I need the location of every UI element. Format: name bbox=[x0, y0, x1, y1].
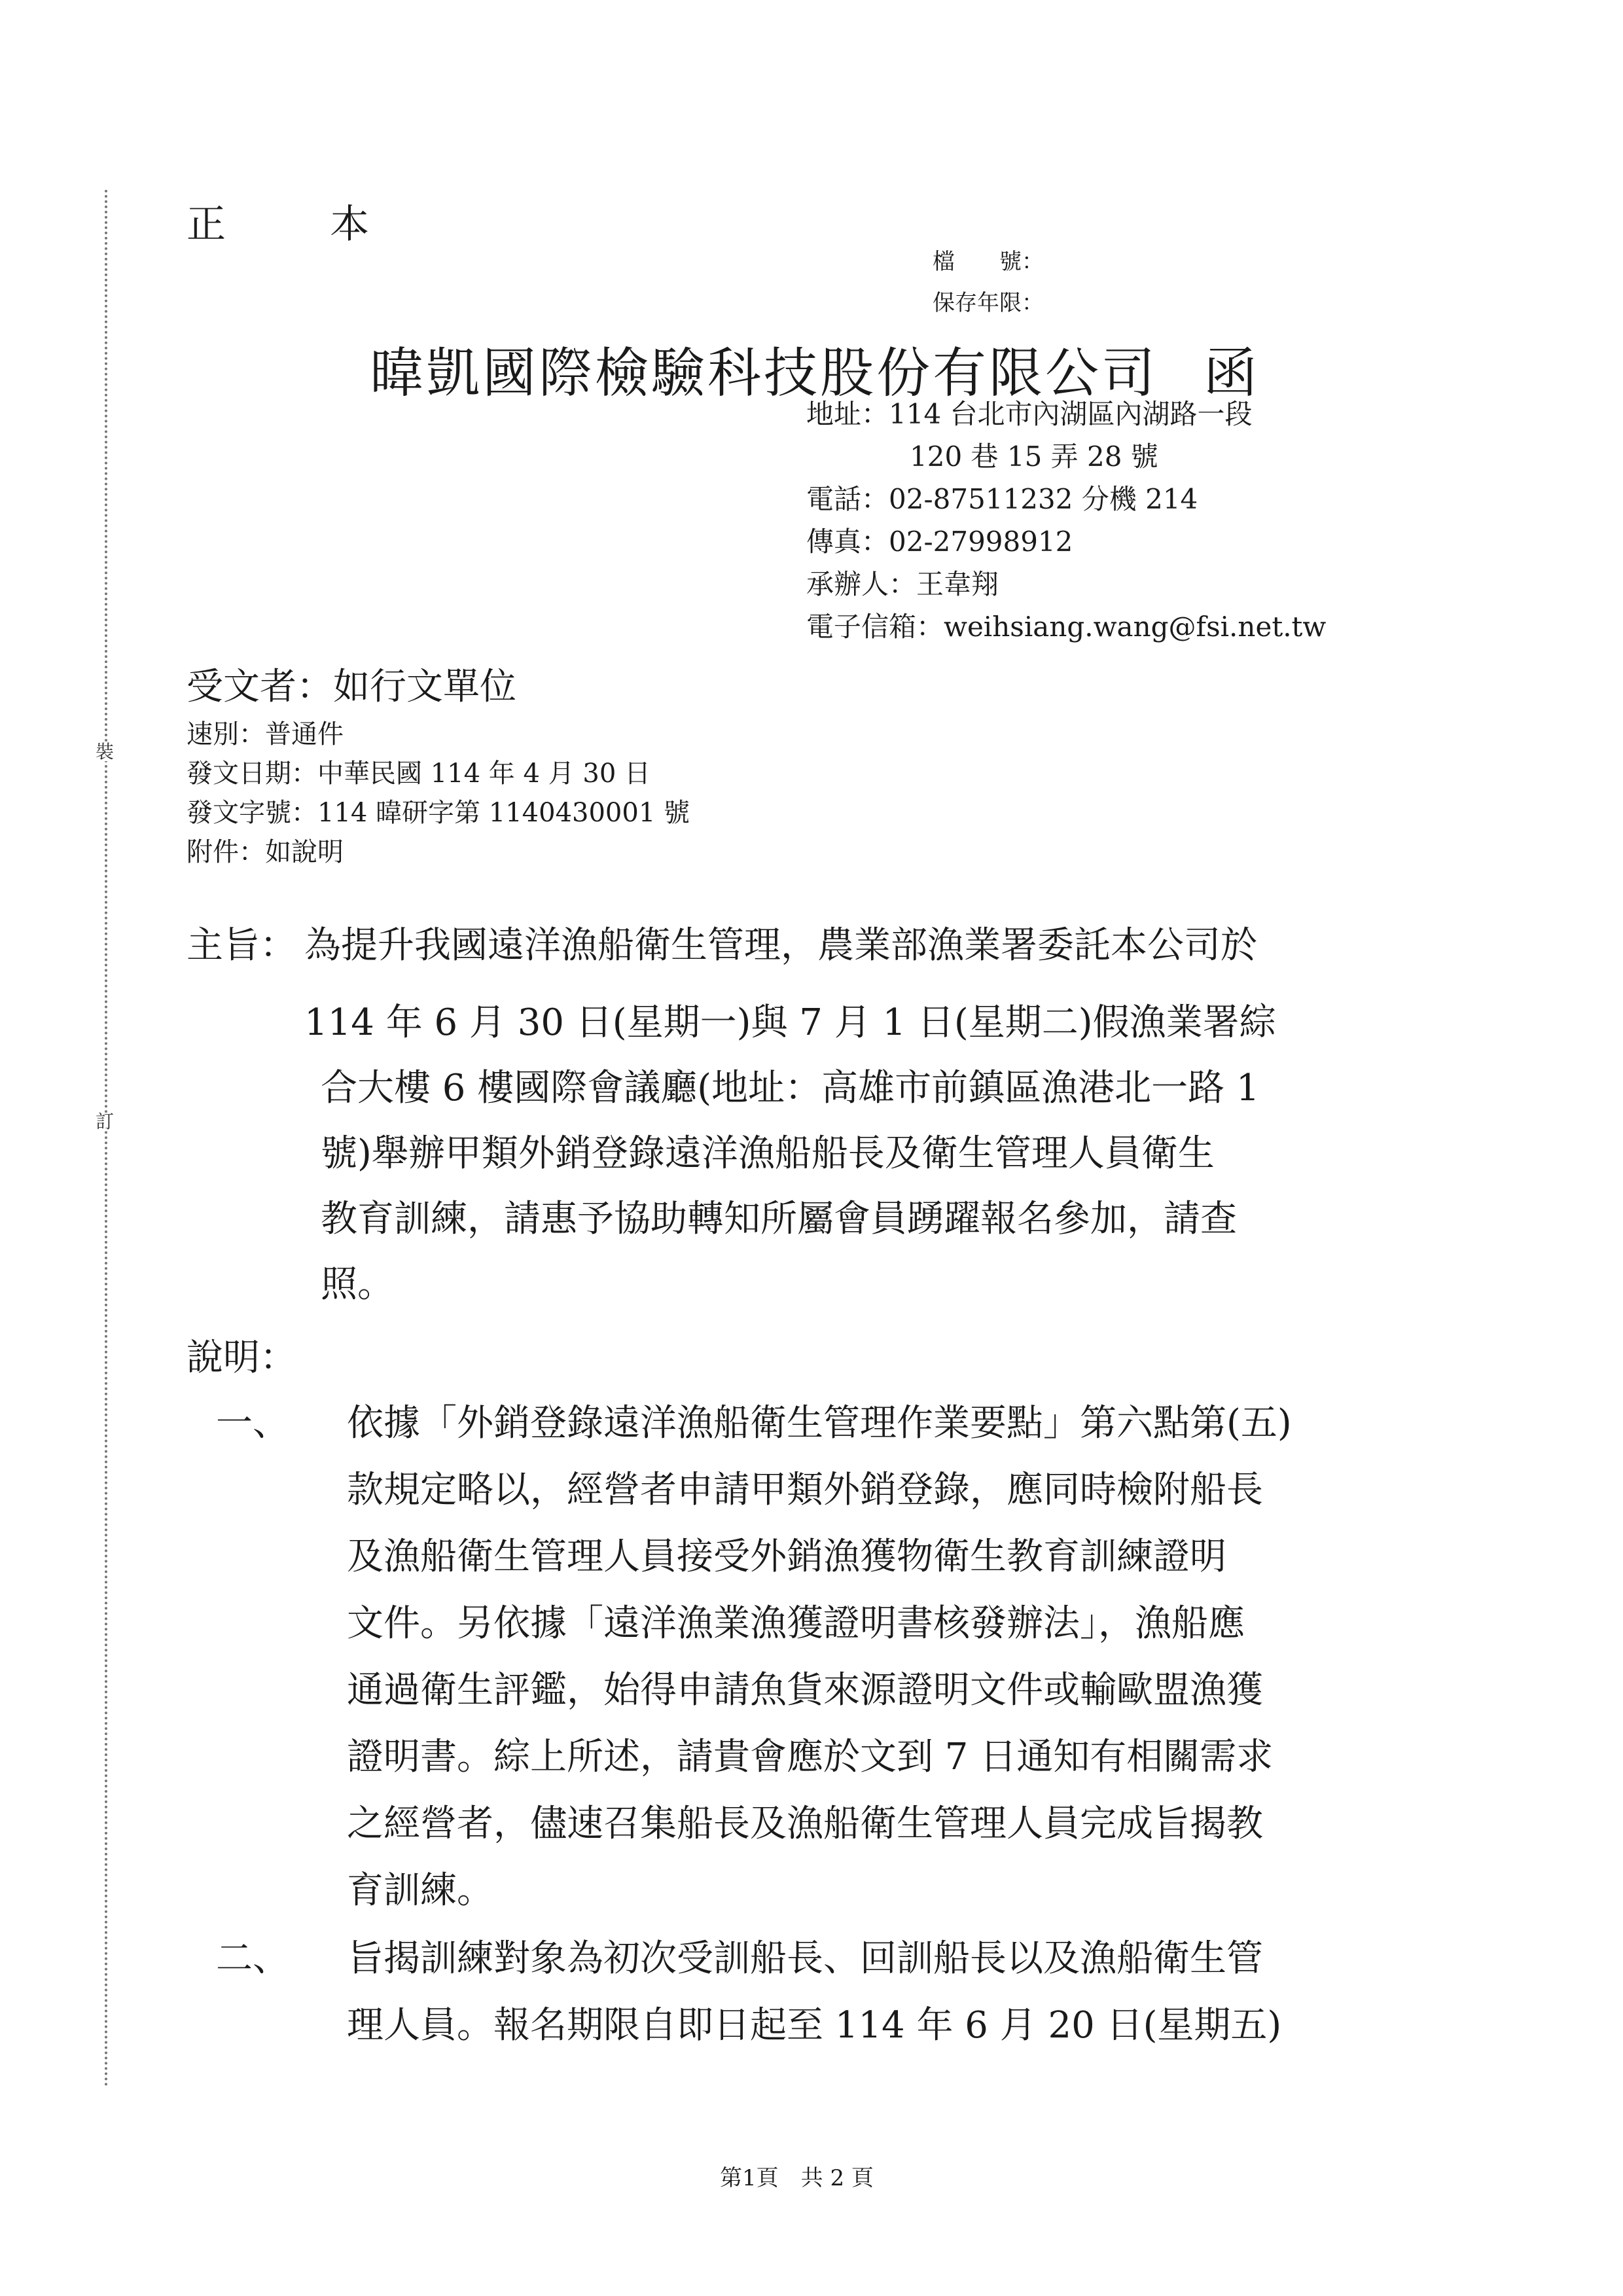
item-line: 證明書。綜上所述，請貴會應於文到 7 日通知有相關需求 bbox=[347, 1736, 1274, 1778]
explanation-label: 說明： bbox=[187, 1336, 296, 1379]
item-line: 通過衛生評鑑，始得申請魚貨來源證明文件或輸歐盟漁獲 bbox=[347, 1669, 1263, 1712]
subject-line: 114 年 6 月 30 日(星期一)與 7 月 1 日(星期二)假漁業署綜 bbox=[304, 1001, 1276, 1044]
document-type: 函 bbox=[1204, 342, 1260, 404]
sender-address: 地址：114 台北市內湖區內湖路一段 bbox=[806, 398, 1253, 430]
item-line: 依據「外銷登錄遠洋漁船衛生管理作業要點」第六點第(五) bbox=[347, 1402, 1292, 1444]
retention-period-label: 保存年限： bbox=[933, 290, 1044, 316]
document-number: 發文字號：114 暐研字第 1140430001 號 bbox=[187, 798, 690, 828]
item-line: 文件。另依據「遠洋漁業漁獲證明書核發辦法」，漁船應 bbox=[347, 1602, 1245, 1645]
item-line: 旨揭訓練對象為初次受訓船長、回訓船長以及漁船衛生管 bbox=[347, 1937, 1263, 1980]
company-name: 暐凱國際檢驗科技股份有限公司 bbox=[370, 342, 1158, 404]
subject-line: 合大樓 6 樓國際會議廳(地址：高雄市前鎮區漁港北一路 1 bbox=[321, 1067, 1260, 1109]
sender-phone: 電話：02-87511232 分機 214 bbox=[806, 483, 1198, 515]
item-line: 之經營者，儘速召集船長及漁船衛生管理人員完成旨揭教 bbox=[347, 1803, 1263, 1845]
archive-number-label: 檔 號： bbox=[933, 249, 1044, 275]
item-line: 育訓練。 bbox=[347, 1869, 493, 1912]
page-number: 第1頁 共 2 頁 bbox=[720, 2165, 874, 2191]
subject-line: 照。 bbox=[321, 1263, 394, 1306]
item-line: 款規定略以，經營者申請甲類外銷登錄，應同時檢附船長 bbox=[347, 1469, 1263, 1511]
issue-date: 發文日期：中華民國 114 年 4 月 30 日 bbox=[187, 759, 651, 789]
subject-line: 號)舉辦甲類外銷登錄遠洋漁船船長及衛生管理人員衛生 bbox=[321, 1132, 1215, 1175]
sender-address-cont: 120 巷 15 弄 28 號 bbox=[910, 440, 1158, 473]
item-line: 及漁船衛生管理人員接受外銷漁獲物衛生教育訓練證明 bbox=[347, 1535, 1226, 1578]
item-number: 一、 bbox=[216, 1402, 289, 1444]
subject-line: 為提升我國遠洋漁船衛生管理，農業部漁業署委託本公司於 bbox=[304, 924, 1257, 967]
binding-mark-bind: 裝 bbox=[96, 741, 115, 762]
sender-email: 電子信箱：weihsiang.wang@fsi.net.tw bbox=[806, 611, 1327, 643]
sender-contact-person: 承辦人：王韋翔 bbox=[806, 568, 999, 600]
item-line: 理人員。報名期限自即日起至 114 年 6 月 20 日(星期五) bbox=[347, 2004, 1282, 2047]
subject-label: 主旨： bbox=[187, 924, 296, 967]
attachment-info: 附件：如說明 bbox=[187, 837, 344, 867]
binding-mark-staple: 訂 bbox=[96, 1111, 115, 1132]
copy-type: 正 本 bbox=[187, 202, 416, 247]
delivery-speed: 速別：普通件 bbox=[187, 719, 344, 749]
item-number: 二、 bbox=[216, 1937, 289, 1980]
subject-line: 教育訓練，請惠予協助轉知所屬會員踴躍報名參加，請查 bbox=[321, 1198, 1237, 1240]
binding-margin-line bbox=[105, 190, 107, 2088]
sender-fax: 傳真：02-27998912 bbox=[806, 526, 1073, 558]
recipient: 受文者：如行文單位 bbox=[187, 666, 516, 708]
